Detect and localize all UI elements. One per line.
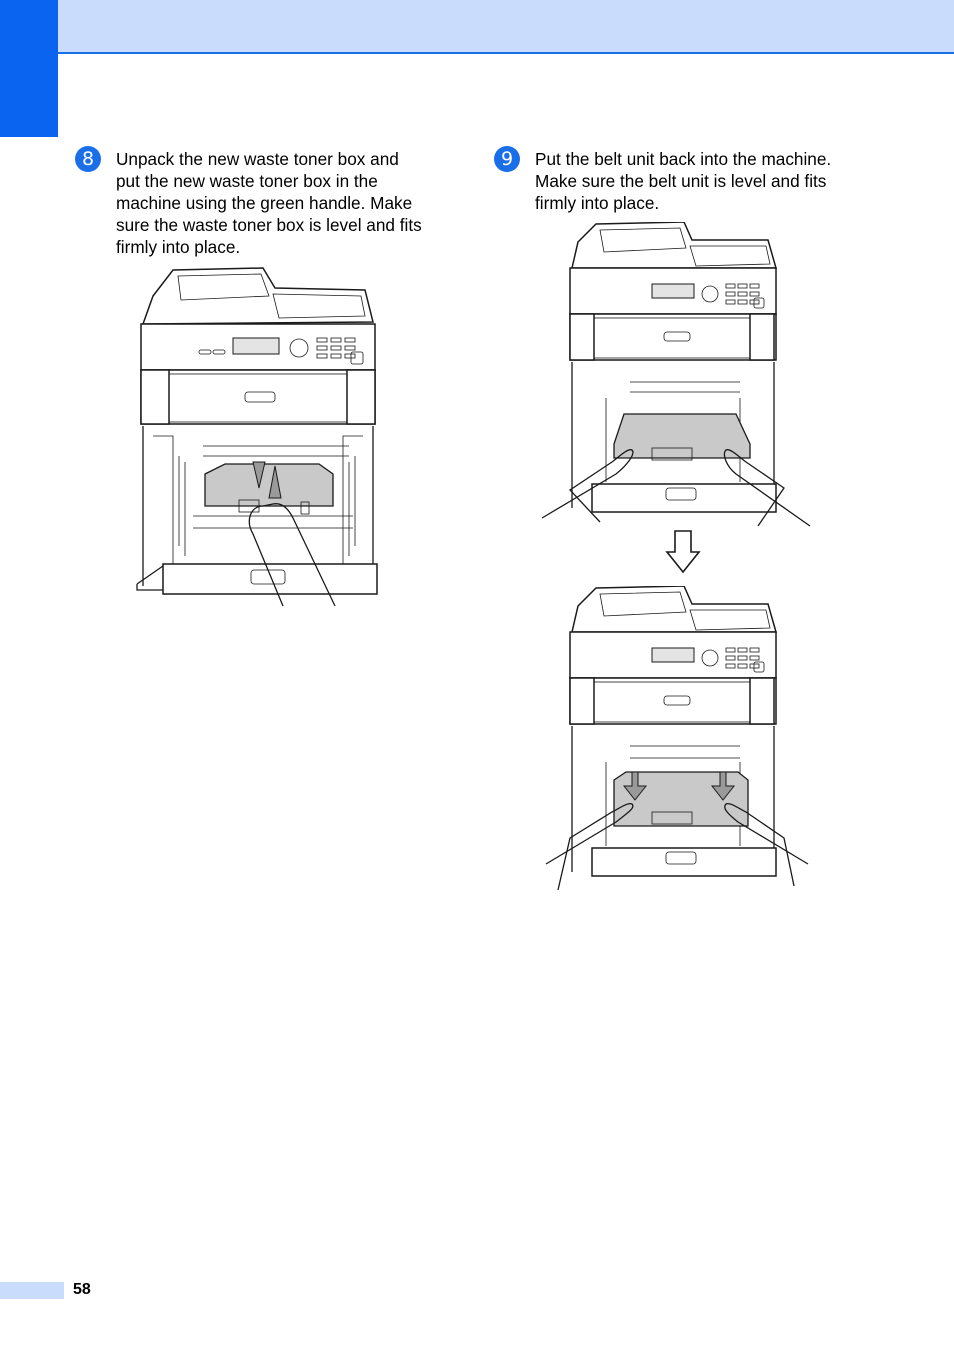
down-arrow-icon [665, 530, 701, 574]
step-instruction [535, 148, 831, 214]
step-text-line: Make sure the belt unit is level and fits [535, 171, 827, 191]
belt-unit-seated-illustration [544, 586, 816, 892]
step-8 [75, 148, 445, 258]
step-number-badge: 9 [494, 146, 520, 172]
step-text-line: Unpack the new waste toner box and [116, 149, 399, 169]
header-band [0, 0, 954, 54]
step-text-line: Put the belt unit back into the machine. [535, 149, 832, 169]
step-text-line: firmly into place. [535, 193, 660, 213]
belt-unit-insert-illustration [540, 222, 816, 528]
page-number: 58 [73, 1281, 91, 1298]
page-number-bar [0, 1282, 64, 1299]
step-text-line: machine using the green handle. Make [116, 193, 413, 213]
step-instruction [116, 148, 422, 258]
step-text-line: put the new waste toner box in the [116, 171, 378, 191]
step-number-badge: 8 [75, 146, 101, 172]
step-text-line: sure the waste toner box is level and fits [116, 215, 422, 235]
waste-toner-box-illustration [133, 266, 381, 620]
step-text-line: firmly into place. [116, 237, 241, 257]
step-9 [494, 148, 874, 214]
chapter-tab [0, 0, 58, 137]
